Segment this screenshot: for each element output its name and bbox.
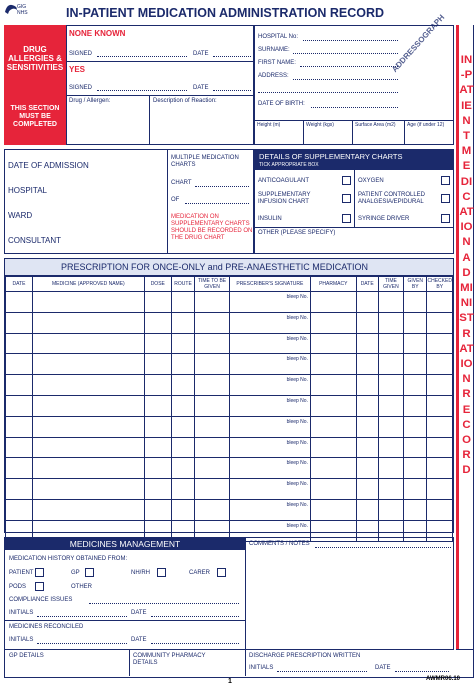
- prescription-cell[interactable]: [171, 458, 195, 479]
- supplementary-title: DETAILS OF SUPPLEMENTARY CHARTS: [259, 152, 403, 161]
- prescription-cell[interactable]: [6, 395, 33, 416]
- prescription-cell[interactable]: [229, 333, 310, 354]
- of-label: OF: [171, 197, 180, 203]
- weight-label: Weight (kgs): [306, 122, 334, 128]
- bleep-label: bleep No.: [286, 335, 308, 342]
- supplementary-section: [254, 149, 454, 254]
- nhrh-label: NH/RH: [131, 570, 150, 576]
- prescription-cell[interactable]: [144, 375, 171, 396]
- column-header: GIVEN BY: [404, 277, 427, 292]
- prescription-header-row: [6, 277, 453, 292]
- comments-label: COMMENTS / NOTES: [249, 541, 310, 547]
- prescription-cell[interactable]: [32, 292, 144, 313]
- gp-label: GP: [71, 570, 80, 576]
- prescription-cell[interactable]: [32, 395, 144, 416]
- prescription-cell[interactable]: [195, 312, 229, 333]
- prescription-cell[interactable]: [171, 437, 195, 458]
- column-header: TIME GIVEN: [378, 277, 403, 292]
- prescription-cell[interactable]: [171, 292, 195, 313]
- addressograph-stamp: ADDRESSOGRAPH: [390, 12, 447, 75]
- prescription-cell[interactable]: [378, 437, 403, 458]
- supplementary-header: [255, 150, 453, 170]
- prescription-cell[interactable]: [32, 479, 144, 500]
- none-known-label: NONE KNOWN: [69, 29, 126, 38]
- hospital-no-field[interactable]: [303, 40, 398, 41]
- prescription-cell[interactable]: [32, 375, 144, 396]
- prescription-cell[interactable]: [427, 312, 453, 333]
- column-header: DATE: [356, 277, 378, 292]
- prescription-cell[interactable]: [32, 312, 144, 333]
- prescription-cell[interactable]: [378, 375, 403, 396]
- details-row: [4, 650, 474, 678]
- column-header: ROUTE: [171, 277, 195, 292]
- prescription-cell[interactable]: [195, 499, 229, 520]
- reaction-label: Description of Reaction:: [153, 98, 217, 104]
- surname-field[interactable]: [293, 53, 398, 54]
- prescription-cell[interactable]: [356, 479, 378, 500]
- prescription-cell[interactable]: [6, 292, 33, 313]
- height-cell[interactable]: [255, 120, 304, 144]
- prescription-cell[interactable]: [404, 375, 427, 396]
- prescription-cell[interactable]: [310, 499, 356, 520]
- bleep-label: bleep No.: [286, 522, 308, 529]
- compliance-label: COMPLIANCE ISSUES: [9, 597, 73, 603]
- prescription-cell[interactable]: [229, 354, 310, 375]
- divider: [67, 61, 253, 62]
- prescription-cell[interactable]: [310, 375, 356, 396]
- prescription-row: [6, 354, 453, 375]
- prescription-cell[interactable]: [378, 395, 403, 416]
- allergy-side-label: DRUG ALLERGIES & SENSITIVITIES: [6, 45, 64, 72]
- prescription-cell[interactable]: [310, 333, 356, 354]
- prescription-cell[interactable]: [6, 437, 33, 458]
- prescription-cell[interactable]: [427, 333, 453, 354]
- column-header: DATE: [6, 277, 33, 292]
- prescription-cell[interactable]: [404, 312, 427, 333]
- prescription-cell[interactable]: [229, 479, 310, 500]
- prescription-cell[interactable]: [171, 416, 195, 437]
- community-pharmacy-label: COMMUNITY PHARMACY DETAILS: [133, 653, 206, 666]
- side-title-bar: [456, 25, 474, 650]
- prescription-cell[interactable]: [404, 499, 427, 520]
- carer-label: CARER: [189, 570, 211, 576]
- prescription-cell[interactable]: [171, 499, 195, 520]
- divider: [167, 150, 168, 253]
- prescription-cell[interactable]: [171, 333, 195, 354]
- date-field[interactable]: [151, 643, 239, 644]
- prescription-row: [6, 375, 453, 396]
- prescription-grid: [5, 276, 453, 542]
- signed-field[interactable]: [97, 56, 187, 57]
- bleep-label: bleep No.: [286, 460, 308, 467]
- medicines-header: [5, 538, 245, 550]
- prescription-cell[interactable]: [171, 354, 195, 375]
- prescription-cell[interactable]: [427, 395, 453, 416]
- chart-label: CHART: [171, 180, 192, 186]
- divider: [5, 620, 245, 621]
- date-label: DATE: [193, 85, 209, 91]
- prescription-cell[interactable]: [378, 333, 403, 354]
- first-name-label: FIRST NAME:: [258, 60, 296, 66]
- prescription-cell[interactable]: [356, 312, 378, 333]
- prescription-table: [5, 276, 453, 542]
- age-label: Age (if under 12): [407, 122, 445, 128]
- initials-label: INITIALS: [249, 665, 274, 671]
- prescription-cell[interactable]: [32, 416, 144, 437]
- prescription-cell[interactable]: [195, 333, 229, 354]
- prescription-cell[interactable]: [229, 499, 310, 520]
- prescription-cell[interactable]: [378, 416, 403, 437]
- column-header: DOSE: [144, 277, 171, 292]
- address-field-2[interactable]: [258, 92, 398, 93]
- date-of-admission-label: DATE OF ADMISSION: [8, 161, 89, 170]
- signed-label: SIGNED: [69, 85, 93, 91]
- bleep-label: bleep No.: [286, 481, 308, 488]
- prescription-cell[interactable]: [144, 312, 171, 333]
- prescription-cell[interactable]: [32, 499, 144, 520]
- insulin-checkbox[interactable]: [342, 214, 351, 223]
- bleep-label: bleep No.: [286, 314, 308, 321]
- prescription-cell[interactable]: [6, 499, 33, 520]
- history-label: MEDICATION HISTORY OBTAINED FROM:: [9, 556, 128, 562]
- pca-label: PATIENT CONTROLLED ANALGESIA/EPIDURAL: [358, 192, 426, 205]
- logo-text: GIG NHS: [17, 4, 28, 16]
- chart-field[interactable]: [195, 186, 249, 187]
- prescription-cell[interactable]: [356, 416, 378, 437]
- prescription-header: [5, 259, 453, 276]
- supplementary-subtitle: TICK APPROPRIATE BOX: [259, 162, 319, 168]
- prescription-cell[interactable]: [229, 292, 310, 313]
- anticoagulant-checkbox[interactable]: [342, 176, 351, 185]
- prescription-cell[interactable]: [6, 333, 33, 354]
- prescription-cell[interactable]: [404, 333, 427, 354]
- date-field[interactable]: [151, 616, 239, 617]
- address-field[interactable]: [293, 79, 398, 80]
- initials-field[interactable]: [37, 643, 127, 644]
- prescription-cell[interactable]: [310, 416, 356, 437]
- prescription-cell[interactable]: [427, 416, 453, 437]
- prescription-cell[interactable]: [427, 499, 453, 520]
- nhs-logo: [3, 2, 29, 26]
- prescription-cell[interactable]: [378, 312, 403, 333]
- prescription-cell[interactable]: [144, 499, 171, 520]
- divider: [149, 95, 150, 144]
- divider: [255, 227, 453, 228]
- anticoagulant-label: ANTICOAGULANT: [258, 178, 310, 184]
- prescription-cell[interactable]: [404, 395, 427, 416]
- prescription-cell[interactable]: [229, 437, 310, 458]
- allergy-section: [66, 25, 254, 145]
- bleep-label: bleep No.: [286, 356, 308, 363]
- oxygen-label: OXYGEN: [358, 178, 384, 184]
- height-label: Height (m): [257, 122, 281, 128]
- divider: [245, 650, 246, 676]
- prescription-cell[interactable]: [32, 333, 144, 354]
- prescription-row: [6, 499, 453, 520]
- prescription-cell[interactable]: [6, 312, 33, 333]
- prescription-cell[interactable]: [378, 354, 403, 375]
- prescription-cell[interactable]: [378, 292, 403, 313]
- prescription-cell[interactable]: [378, 458, 403, 479]
- bleep-label: bleep No.: [286, 418, 308, 425]
- column-header: PHARMACY: [310, 277, 356, 292]
- dob-label: DATE OF BIRTH:: [258, 101, 305, 107]
- prescription-cell[interactable]: [144, 458, 171, 479]
- prescription-row: [6, 312, 453, 333]
- prescription-cell[interactable]: [6, 354, 33, 375]
- date-field[interactable]: [213, 56, 251, 57]
- prescription-cell[interactable]: [404, 437, 427, 458]
- page-title: IN-PATIENT MEDICATION ADMINISTRATION RECORD: [66, 6, 385, 20]
- prescription-cell[interactable]: [6, 416, 33, 437]
- prescription-cell[interactable]: [144, 395, 171, 416]
- column-header: MEDICINE (APPROVED NAME): [32, 277, 144, 292]
- date-label: DATE: [131, 610, 147, 616]
- divider: [67, 95, 253, 96]
- prescription-cell[interactable]: [310, 312, 356, 333]
- age-cell[interactable]: [405, 120, 453, 144]
- prescription-cell[interactable]: [356, 354, 378, 375]
- medicines-section: [4, 537, 454, 650]
- prescription-cell[interactable]: [404, 292, 427, 313]
- date-label: DATE: [375, 665, 391, 671]
- prescription-row: [6, 458, 453, 479]
- divider: [354, 170, 355, 227]
- patient-label: PATIENT: [9, 570, 34, 576]
- prescription-cell[interactable]: [404, 458, 427, 479]
- prescription-cell[interactable]: [356, 333, 378, 354]
- prescription-cell[interactable]: [144, 416, 171, 437]
- page-number: 1: [228, 678, 232, 685]
- prescription-cell[interactable]: [171, 312, 195, 333]
- oxygen-checkbox[interactable]: [441, 176, 450, 185]
- column-header: TIME TO BE GIVEN: [195, 277, 229, 292]
- prescription-cell[interactable]: [427, 458, 453, 479]
- date-label: DATE: [131, 637, 147, 643]
- medicines-title: MEDICINES MANAGEMENT: [69, 539, 181, 549]
- pods-checkbox[interactable]: [35, 582, 44, 591]
- prescription-cell[interactable]: [427, 354, 453, 375]
- column-header: PRESCRIBER'S SIGNATURE: [229, 277, 310, 292]
- yes-label: YES: [69, 65, 86, 74]
- syringe-checkbox[interactable]: [441, 214, 450, 223]
- prescription-cell[interactable]: [195, 437, 229, 458]
- prescription-cell[interactable]: [195, 395, 229, 416]
- signed-label: SIGNED: [69, 51, 93, 57]
- other-label: OTHER (PLEASE SPECIFY): [258, 230, 336, 236]
- date-field[interactable]: [213, 90, 251, 91]
- ward-label: WARD: [8, 211, 33, 220]
- prescription-cell[interactable]: [195, 354, 229, 375]
- bleep-label: bleep No.: [286, 377, 308, 384]
- prescription-cell[interactable]: [356, 458, 378, 479]
- bleep-label: bleep No.: [286, 294, 308, 300]
- date-label: DATE: [193, 51, 209, 57]
- prescription-cell[interactable]: [356, 292, 378, 313]
- consultant-label: CONSULTANT: [8, 236, 62, 245]
- bleep-label: bleep No.: [286, 439, 308, 446]
- signed-field[interactable]: [97, 90, 187, 91]
- prescription-cell[interactable]: [32, 354, 144, 375]
- prescription-cell[interactable]: [144, 292, 171, 313]
- first-name-field[interactable]: [300, 66, 398, 67]
- pca-checkbox[interactable]: [441, 194, 450, 203]
- prescription-cell[interactable]: [378, 499, 403, 520]
- of-field[interactable]: [185, 203, 249, 204]
- prescription-cell[interactable]: [229, 375, 310, 396]
- supplementary-note: MEDICATION ON SUPPLEMENTARY CHARTS SHOULD BE RECORDED ON THE DRUG CHART: [171, 214, 253, 241]
- prescription-cell[interactable]: [404, 479, 427, 500]
- prescription-cell[interactable]: [144, 437, 171, 458]
- prescription-cell[interactable]: [32, 458, 144, 479]
- multiple-charts-label: MULTIPLE MEDICATION CHARTS: [171, 155, 239, 168]
- prescription-cell[interactable]: [171, 479, 195, 500]
- syringe-label: SYRINGE DRIVER: [358, 216, 410, 222]
- side-title-string: IN-PATIENTMEDICATIONADMINISTRATIONRECORD: [459, 54, 474, 477]
- initials-field[interactable]: [37, 616, 127, 617]
- discharge-date-field[interactable]: [395, 671, 449, 672]
- allergy-side-panel: [4, 25, 66, 145]
- prescription-row: [6, 416, 453, 437]
- carer-checkbox[interactable]: [217, 568, 226, 577]
- prescription-cell[interactable]: [144, 354, 171, 375]
- prescription-row: [6, 292, 453, 313]
- compliance-field[interactable]: [89, 603, 239, 604]
- prescription-cell[interactable]: [310, 458, 356, 479]
- gp-details-label: GP DETAILS: [9, 653, 44, 659]
- prescription-cell[interactable]: [310, 479, 356, 500]
- prescription-cell[interactable]: [427, 292, 453, 313]
- prescription-cell[interactable]: [195, 479, 229, 500]
- prescription-cell[interactable]: [378, 479, 403, 500]
- bleep-label: bleep No.: [286, 397, 308, 404]
- must-complete-label: THIS SECTION MUST BE COMPLETED: [10, 105, 60, 128]
- prescription-cell[interactable]: [404, 416, 427, 437]
- gp-checkbox[interactable]: [85, 568, 94, 577]
- prescription-cell[interactable]: [6, 479, 33, 500]
- prescription-cell[interactable]: [195, 375, 229, 396]
- prescription-row: [6, 479, 453, 500]
- infusion-checkbox[interactable]: [342, 194, 351, 203]
- surface-area-label: Surface Area (m2): [355, 122, 396, 128]
- prescription-cell[interactable]: [356, 437, 378, 458]
- dob-field[interactable]: [311, 107, 398, 108]
- prescription-cell[interactable]: [195, 458, 229, 479]
- hospital-no-label: HOSPITAL No:: [258, 34, 299, 40]
- prescription-cell[interactable]: [171, 395, 195, 416]
- surface-area-cell[interactable]: [353, 120, 405, 144]
- patient-details: [254, 12, 454, 145]
- prescription-cell[interactable]: [195, 292, 229, 313]
- other-label: OTHER: [71, 584, 92, 590]
- discharge-initials-field[interactable]: [277, 671, 367, 672]
- column-header: CHECKED BY: [427, 278, 452, 290]
- infusion-label: SUPPLEMENTARY INFUSION CHART: [258, 192, 311, 205]
- prescription-cell[interactable]: [229, 416, 310, 437]
- pods-label: PODS: [9, 584, 27, 590]
- prescription-cell[interactable]: [6, 458, 33, 479]
- prescription-cell[interactable]: [32, 437, 144, 458]
- patient-checkbox[interactable]: [35, 568, 44, 577]
- prescription-cell[interactable]: [356, 375, 378, 396]
- nhrh-checkbox[interactable]: [157, 568, 166, 577]
- prescription-cell[interactable]: [229, 395, 310, 416]
- prescription-cell[interactable]: [427, 375, 453, 396]
- prescription-cell[interactable]: [144, 333, 171, 354]
- prescription-cell[interactable]: [310, 395, 356, 416]
- prescription-cell[interactable]: [310, 437, 356, 458]
- prescription-cell[interactable]: [171, 375, 195, 396]
- prescription-row: [6, 437, 453, 458]
- prescription-cell[interactable]: [356, 499, 378, 520]
- comments-field[interactable]: [315, 547, 451, 548]
- prescription-cell[interactable]: [229, 458, 310, 479]
- prescription-cell[interactable]: [310, 292, 356, 313]
- prescription-cell[interactable]: [229, 312, 310, 333]
- admission-section: [4, 149, 254, 254]
- surname-label: SURNAME:: [258, 47, 290, 53]
- prescription-cell[interactable]: [144, 479, 171, 500]
- address-label: ADDRESS:: [258, 73, 289, 79]
- drug-allergen-label: Drug / Allergen:: [69, 98, 111, 104]
- prescription-cell[interactable]: [6, 375, 33, 396]
- prescription-cell[interactable]: [195, 416, 229, 437]
- prescription-title: PRESCRIPTION FOR ONCE-ONLY and PRE-ANAESTHETIC MEDICATION: [61, 262, 369, 272]
- reconciled-label: MEDICINES RECONCILED: [9, 624, 84, 630]
- prescription-cell[interactable]: [310, 354, 356, 375]
- divider: [129, 650, 130, 676]
- hospital-label: HOSPITAL: [8, 186, 47, 195]
- initials-label: INITIALS: [9, 637, 34, 643]
- insulin-label: INSULIN: [258, 216, 282, 222]
- form-code: AWMR06.10: [426, 676, 461, 682]
- prescription-cell[interactable]: [356, 395, 378, 416]
- prescription-cell[interactable]: [427, 479, 453, 500]
- divider: [245, 538, 246, 649]
- bleep-label: bleep No.: [286, 501, 308, 508]
- initials-label: INITIALS: [9, 610, 34, 616]
- prescription-section: [4, 258, 454, 533]
- prescription-row: [6, 395, 453, 416]
- weight-cell[interactable]: [304, 120, 353, 144]
- prescription-row: [6, 333, 453, 354]
- prescription-cell[interactable]: [427, 437, 453, 458]
- discharge-label: DISCHARGE PRESCRIPTION WRITTEN: [249, 653, 361, 659]
- prescription-cell[interactable]: [404, 354, 427, 375]
